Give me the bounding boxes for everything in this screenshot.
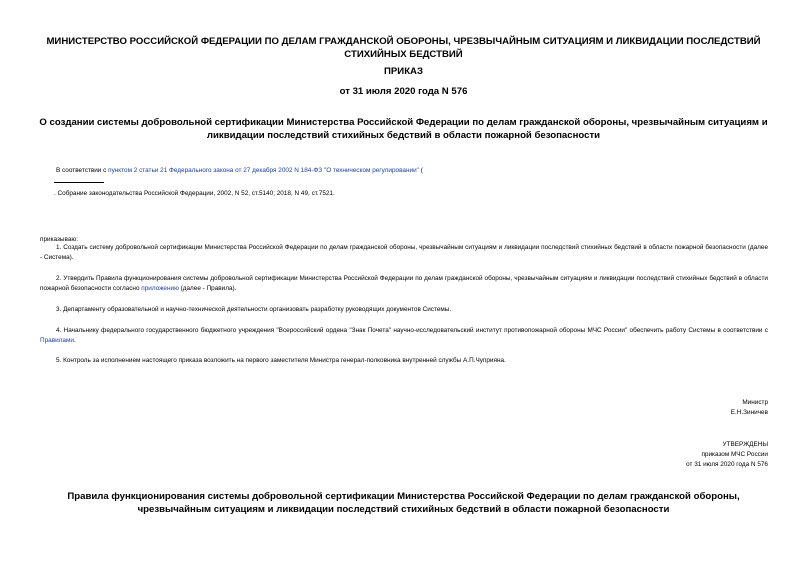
item-4-prefix: 4. Начальнику федерального государственного бюджетного учреждения "Всероссийский ордена "Знак Почета" научно-исследовательский институт противопожарной обороны МЧС России" обеспечить работу Системы в соответствии с: [56, 327, 768, 334]
item-4: [40, 326, 768, 346]
footnote-divider: [54, 182, 104, 183]
item-3: 3. Департаменту образовательной и научно-технической деятельности организовать разработку руководящих документов Системы.: [56, 306, 452, 313]
document-title: О создании системы добровольной сертификации Министерства Российской Федерации по делам гражданской обороны, чрезвычайным ситуациям и ликвидации последствий стихийных бедствий в области пожарной безопасности: [39, 117, 768, 141]
signature-position: Министр: [742, 399, 768, 406]
item-5: 5. Контроль за исполнением настоящего приказа возложить на первого заместителя Министра генерал-полковника внутренней службы А.П.Чуприяна.: [56, 357, 506, 364]
preamble-prefix: В соответствии с: [56, 167, 109, 174]
preamble-suffix: (: [418, 167, 423, 174]
preamble-paragraph: [56, 166, 423, 176]
item-2-suffix: (далее - Правила).: [178, 285, 237, 292]
order-word: приказываю:: [40, 236, 78, 243]
approval-line-1: УТВЕРЖДЕНЫ: [722, 441, 768, 448]
item-1: 1. Создать систему добровольной сертификации Министерства Российской Федерации по делам гражданской обороны, чрезвычайным ситуациям и ликвидации последствий стихийных бедствий в области пожарной безопасности (далее - Система).: [40, 244, 768, 261]
rules-link[interactable]: Правилами: [40, 337, 74, 344]
document-type: ПРИКАЗ: [384, 66, 423, 77]
approval-line-2: приказом МЧС России: [701, 451, 768, 458]
item-2-prefix: 2. Утвердить Правила функционирования системы добровольной сертификации Министерства Российской Федерации по делам гражданской обороны, чрезвычайным ситуациям и ликвидации последствий стихийных бедствий в области пожарной безопасности согласно: [40, 275, 768, 292]
ministry-header: МИНИСТЕРСТВО РОССИЙСКОЙ ФЕДЕРАЦИИ ПО ДЕЛАМ ГРАЖДАНСКОЙ ОБОРОНЫ, ЧРЕЗВЫЧАЙНЫМ СИТУАЦИЯМ И ЛИКВИДАЦИИ ПОСЛЕДСТВИЙ СТИХИЙНЫХ БЕДСТВИЙ: [46, 36, 761, 60]
appendix-link[interactable]: приложению: [141, 285, 179, 292]
approval-line-3: от 31 июля 2020 года N 576: [686, 461, 768, 468]
federal-law-link[interactable]: пунктом 2 статьи 21 Федерального закона от 27 декабря 2002 N 184-ФЗ "О техническом регулировании": [108, 167, 419, 174]
signature-name: Е.Н.Зиничев: [730, 409, 768, 416]
footnote-text: . Собрание законодательства Российской Федерации, 2002, N 52, ст.5140; 2018, N 49, ст.7521.: [54, 190, 335, 197]
item-2: [40, 274, 768, 294]
rules-title: Правила функционирования системы добровольной сертификации Министерства Российской Федерации по делам гражданской обороны, чрезвычайным ситуациям и ликвидации последствий стихийных бедствий в области пожарной безопасности: [67, 491, 740, 515]
item-4-suffix: .: [73, 337, 76, 344]
document-date-number: от 31 июля 2020 года N 576: [339, 86, 468, 97]
